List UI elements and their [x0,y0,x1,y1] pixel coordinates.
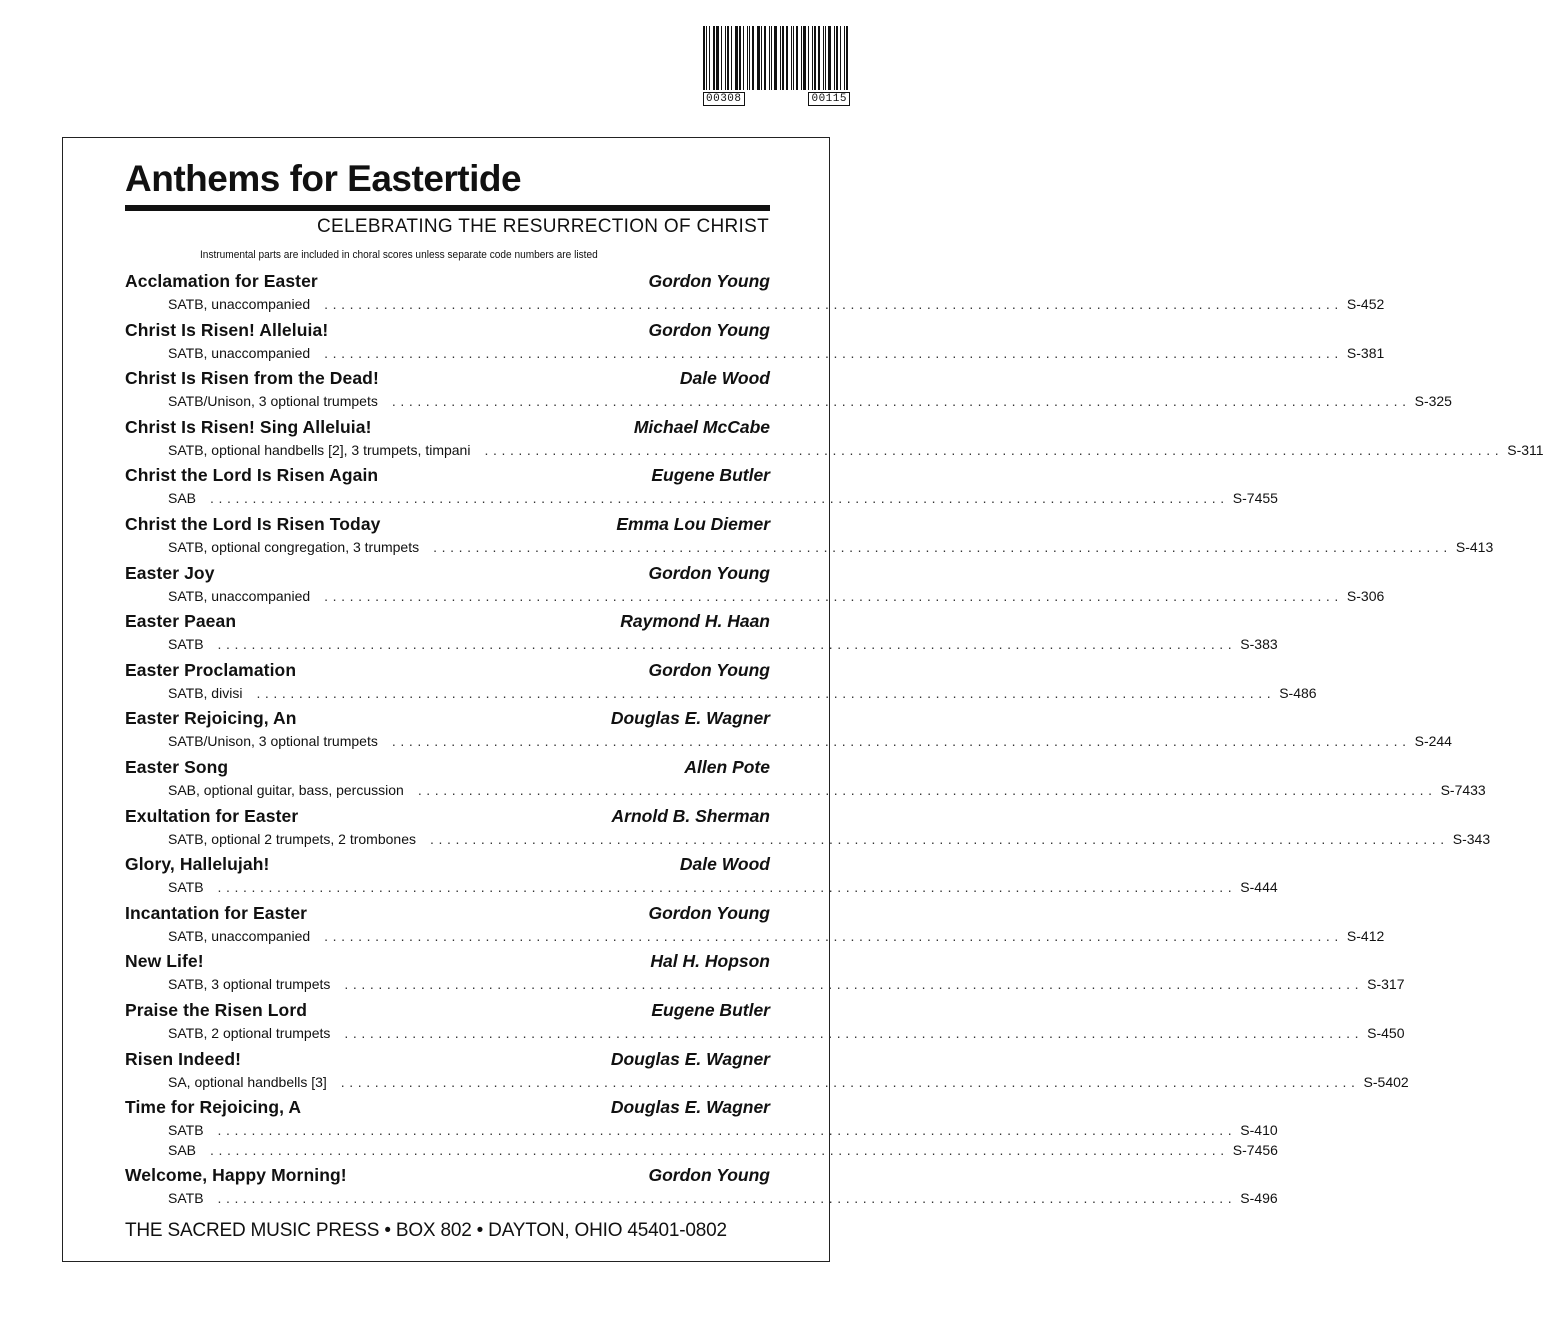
page-title: Anthems for Eastertide [125,158,522,199]
composer-name: Douglas E. Wagner [610,1048,770,1069]
composer-name: Dale Wood [679,368,770,389]
catalog-code: S-412 [1346,927,1385,944]
catalog-code: S-317 [1367,976,1405,993]
entry-header [125,900,770,924]
barcode-bar [764,26,766,90]
edition-row [125,681,1317,701]
barcode-bar [716,26,719,90]
list-item [125,317,1385,366]
anthem-title: Christ Is Risen! Sing Alleluia! [125,416,372,437]
anthem-title: Easter Joy [125,562,215,583]
barcode-bar [818,26,820,90]
barcode-digits [703,92,850,106]
dot-leader: ........................................................................................................................ [324,344,1343,361]
edition-row [125,1118,1278,1139]
barcode-bar [786,26,788,90]
barcode-bar [725,26,726,90]
edition-row [125,875,1278,896]
catalog-code: S-486 [1279,684,1317,701]
list-item [125,414,1544,463]
composer-name: Gordon Young [648,562,770,583]
edition-row [125,827,1491,847]
barcode-bar [834,26,835,90]
list-item [125,851,1278,900]
publisher-footer: THE SACRED MUSIC PRESS • BOX 802 • DAYTON, OHIO 45401-0802 [125,1220,727,1241]
voicing-text: SATB [168,1190,204,1207]
voicing-text: SATB, optional handbells [2], 3 trumpets, timpani [168,441,471,458]
entry-header [125,803,770,827]
voicing-text: SAB [168,1142,197,1159]
edition-row [125,1070,1409,1090]
list-item [125,948,1405,997]
catalog-code: S-7456 [1232,1142,1278,1159]
barcode-bar [769,26,770,90]
edition-row [125,389,1452,410]
anthem-title: Risen Indeed! [125,1048,242,1069]
dot-leader: ........................................................................................................................ [217,1122,1237,1139]
entry-header [125,365,770,389]
dot-leader: ........................................................................................................................ [256,684,1276,701]
composer-name: Allen Pote [684,756,770,777]
catalog-code: S-343 [1452,830,1491,847]
composer-name: Arnold B. Sherman [611,805,770,826]
voicing-text: SATB, optional congregation, 3 trumpets [168,538,420,555]
anthem-title: Exultation for Easter [125,805,299,826]
catalog-code: S-306 [1346,587,1385,604]
dot-leader: ........................................................................................................................ [217,1190,1237,1207]
dot-leader: ........................................................................................................................ [324,927,1343,944]
entry-header [125,560,770,584]
barcode-bar [706,26,707,90]
list-item [125,1046,1409,1095]
barcode-bar [780,26,781,90]
voicing-text: SATB, unaccompanied [168,587,311,604]
edition-row [125,438,1544,458]
edition-row [125,632,1278,653]
entry-header [125,414,770,438]
barcode-digits-right: 00115 [808,92,850,106]
voicing-text: SATB, 2 optional trumpets [168,1024,331,1041]
anthem-list [125,268,1544,1211]
list-item [125,462,1278,511]
voicing-text: SATB [168,879,204,896]
composer-name: Gordon Young [648,902,770,923]
composer-name: Eugene Butler [651,465,770,486]
voicing-text: SAB [168,490,197,507]
instrumental-note: Instrumental parts are included in choral scores unless separate code numbers are listed [200,249,598,261]
anthem-title: Christ Is Risen from the Dead! [125,368,379,389]
list-item [125,608,1278,657]
anthem-title: Christ Is Risen! Alleluia! [125,319,329,340]
catalog-code: S-7433 [1440,781,1486,798]
catalog-code: S-452 [1346,296,1385,312]
barcode-bar [771,26,772,90]
barcode-bar [803,26,806,90]
voicing-text: SATB/Unison, 3 optional trumpets [168,733,378,750]
anthem-title: Welcome, Happy Morning! [125,1165,347,1186]
anthem-title: Easter Song [125,756,229,777]
barcode-bar [735,26,738,90]
anthem-title: Incantation for Easter [125,902,308,923]
edition-row [125,1186,1278,1207]
catalog-code: S-7455 [1232,490,1278,507]
edition-row [125,535,1494,555]
composer-name: Hal H. Hopson [650,951,770,972]
dot-leader: ........................................................................................................................ [324,587,1343,604]
dot-leader: ........................................................................................................................ [340,1073,1360,1090]
voicing-text: SATB [168,636,204,653]
dot-leader: ........................................................................................................................ [324,296,1343,312]
composer-name: Emma Lou Diemer [616,513,770,534]
edition-row [125,292,1385,312]
voicing-text: SAB, optional guitar, bass, percussion [168,781,404,798]
catalog-code: S-381 [1346,344,1385,361]
list-item [125,900,1385,949]
catalog-code: S-311 [1507,441,1544,458]
list-item [125,268,1385,317]
dot-leader: ........................................................................................................................ [484,441,1504,458]
voicing-text: SATB [168,1122,204,1139]
edition-row [125,972,1405,993]
edition-row [125,778,1486,798]
dot-leader: ........................................................................................................................ [391,733,1411,750]
anthem-title: Time for Rejoicing, A [125,1097,302,1118]
barcode-bar [739,26,741,90]
list-item [125,1094,1278,1162]
anthem-title: Easter Proclamation [125,659,297,680]
list-item [125,657,1317,706]
voicing-text: SATB, optional 2 trumpets, 2 trombones [168,830,416,847]
barcode-bar [836,26,838,90]
catalog-code: S-450 [1367,1024,1405,1041]
entry-header [125,1046,770,1070]
barcode-bar [757,26,760,90]
list-item [125,511,1494,560]
composer-name: Gordon Young [648,319,770,340]
barcode-bar [791,26,792,90]
entry-header [125,657,770,681]
entry-header [125,754,770,778]
dot-leader: ........................................................................................................................ [429,830,1449,847]
voicing-text: SATB, unaccompanied [168,344,311,361]
list-item [125,997,1405,1046]
dot-leader: ........................................................................................................................ [344,976,1364,993]
voicing-text: SATB, 3 optional trumpets [168,976,331,993]
entry-header [125,608,770,632]
composer-name: Douglas E. Wagner [610,1097,770,1118]
barcode-bar [825,26,826,90]
barcode-bar [731,26,732,90]
barcode-bar [743,26,744,90]
barcode-bar [844,26,845,90]
edition-row [125,341,1385,361]
dot-leader: ........................................................................................................................ [210,1142,1229,1159]
composer-name: Eugene Butler [651,999,770,1020]
list-item [125,754,1486,803]
list-item [125,1162,1278,1211]
barcode-bar [782,26,784,90]
barcode-bar [808,26,809,90]
catalog-code: S-244 [1414,733,1452,750]
entry-header [125,1162,770,1186]
barcode-bar [703,26,705,90]
catalog-code: S-444 [1240,879,1278,896]
barcode-bar [812,26,813,90]
edition-row [125,729,1452,750]
anthem-title: Acclamation for Easter [125,271,318,291]
entry-header [125,1094,770,1118]
title-rule [125,205,770,211]
catalog-code: S-5402 [1363,1073,1409,1090]
barcode-bar [793,26,794,90]
composer-name: Michael McCabe [633,416,770,437]
barcode-bar [747,26,748,90]
barcode-bar [752,26,754,90]
voicing-text: SATB/Unison, 3 optional trumpets [168,393,378,410]
edition-row [125,584,1385,604]
entry-header [125,462,770,486]
barcode-bar [796,26,798,90]
anthem-title: Easter Rejoicing, An [125,708,297,729]
dot-leader: ........................................................................................................................ [217,879,1237,896]
barcode-bar [709,26,710,90]
barcode-bar [823,26,824,90]
entry-header [125,705,770,729]
entry-header [125,948,770,972]
catalog-code: S-383 [1240,636,1278,653]
voicing-text: SA, optional handbells [3] [168,1073,327,1090]
anthem-title: Easter Paean [125,611,237,632]
composer-name: Gordon Young [648,271,770,291]
anthem-title: Glory, Hallelujah! [125,854,270,875]
dot-leader: ........................................................................................................................ [217,636,1237,653]
composer-name: Douglas E. Wagner [610,708,770,729]
list-item [125,560,1385,609]
catalog-code: S-325 [1414,393,1452,410]
composer-name: Gordon Young [648,659,770,680]
catalog-code: S-413 [1455,538,1494,555]
subtitle: CELEBRATING THE RESURRECTION OF CHRIST [317,216,769,237]
composer-name: Gordon Young [648,1165,770,1186]
entry-header [125,511,770,535]
barcode-bar [846,26,848,90]
entry-header [125,997,770,1021]
dot-leader: ........................................................................................................................ [433,538,1452,555]
barcode-bar [828,26,831,90]
edition-row [125,1138,1278,1159]
composer-name: Dale Wood [679,854,770,875]
dot-leader: ........................................................................................................................ [210,490,1229,507]
entry-header [125,317,770,341]
barcode-bar [727,26,729,90]
anthem-title: Christ the Lord Is Risen Today [125,513,381,534]
barcode-bar [814,26,816,90]
list-item [125,803,1491,852]
list-item [125,365,1452,414]
edition-row [125,1021,1405,1041]
dot-leader: ........................................................................................................................ [391,393,1411,410]
voicing-text: SATB, unaccompanied [168,927,311,944]
barcode-bar [721,26,722,90]
anthem-title: Christ the Lord Is Risen Again [125,465,379,486]
entry-header [125,851,770,875]
edition-row [125,486,1278,507]
barcode-bar [761,26,762,90]
list-item [125,705,1452,754]
anthem-title: Praise the Risen Lord [125,999,308,1020]
barcode-bars [703,26,850,90]
voicing-text: SATB, divisi [168,684,243,701]
anthem-title: New Life! [125,951,204,972]
voicing-text: SATB, unaccompanied [168,296,311,312]
barcode-bar [713,26,715,90]
edition-row [125,924,1385,944]
barcode-digits-left: 00308 [703,92,745,106]
composer-name: Raymond H. Haan [620,611,770,632]
dot-leader: ........................................................................................................................ [417,781,1437,798]
catalog-code: S-496 [1240,1190,1278,1207]
barcode-bar [801,26,802,90]
barcode-bar [774,26,777,90]
barcode-bar [840,26,841,90]
barcode-bar [749,26,750,90]
barcode [703,26,850,108]
dot-leader: ........................................................................................................................ [344,1024,1364,1041]
entry-header [125,268,770,292]
catalog-code: S-410 [1240,1122,1278,1139]
